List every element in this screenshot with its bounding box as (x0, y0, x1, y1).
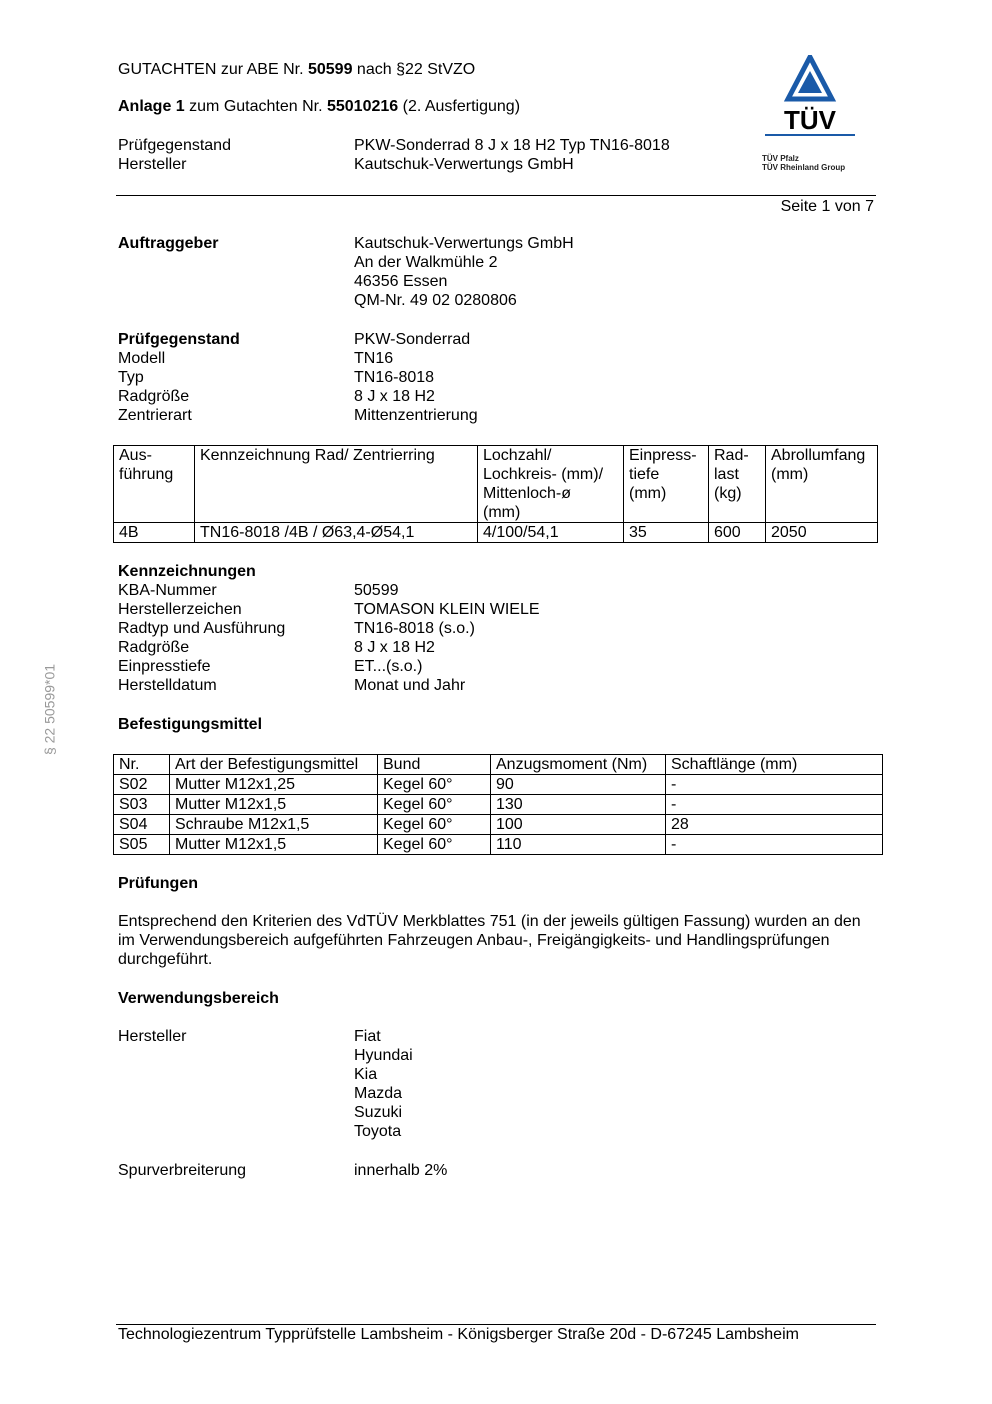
befestigung-table (113, 754, 883, 855)
table-header-cell: Schaftlänge (mm) (666, 755, 883, 775)
table-header-cell: Abrollumfang (mm) (766, 446, 878, 523)
table-header-cell: Einpress- tiefe (mm) (624, 446, 709, 523)
table-cell: 130 (491, 795, 666, 815)
list-item: Toyota (354, 1123, 402, 1140)
field-value: 8 J x 18 H2 (354, 639, 435, 656)
table-cell: TN16-8018 /4B / Ø63,4-Ø54,1 (195, 523, 478, 543)
header-hersteller-label: Hersteller (118, 156, 187, 173)
table-header-cell: Rad- last (kg) (709, 446, 766, 523)
field-value: TN16-8018 (s.o.) (354, 620, 475, 637)
tuv-logo-sub2: TÜV Rheinland Group (762, 163, 846, 172)
field-label: Radtyp und Ausführung (118, 620, 286, 637)
spur-value: innerhalb 2% (354, 1162, 448, 1179)
page-number: Seite 1 von 7 (780, 198, 874, 215)
tuv-logo (762, 55, 858, 173)
field-label: Herstelldatum (118, 677, 217, 694)
header-pruefgegenstand-label: Prüfgegenstand (118, 137, 231, 154)
table-cell: 2050 (766, 523, 878, 543)
field-value: Mittenzentrierung (354, 407, 478, 424)
table-cell: 4B (114, 523, 195, 543)
befestigung-title: Befestigungsmittel (118, 716, 263, 733)
header-hersteller-value: Kautschuk-Verwertungs GmbH (354, 156, 574, 173)
table-cell: Mutter M12x1,5 (170, 835, 378, 855)
pruefgegenstand-labels (118, 330, 240, 425)
table-cell: 28 (666, 815, 883, 835)
field-value: TOMASON KLEIN WIELE (354, 601, 540, 618)
list-item: Hyundai (354, 1047, 413, 1064)
pruefgegenstand-values (354, 330, 478, 425)
list-item: Kia (354, 1066, 378, 1083)
table-cell: Kegel 60° (378, 795, 491, 815)
tuv-logo-text: TÜV (784, 105, 836, 135)
table-cell: 90 (491, 775, 666, 795)
table-row (114, 523, 878, 543)
table-header-row (114, 446, 878, 523)
pruefungen-text: Entsprechend den Kriterien des VdTÜV Merkblattes 751 (in der jeweils gültigen Fassung) wurden an den im Verwendungsbereich aufgeführten Fahrzeugen Anbau-, Freigängigkeits- und Handlingsprüfungen durchgeführt. (118, 913, 861, 968)
table-cell: - (666, 775, 883, 795)
field-label: Einpresstiefe (118, 658, 211, 675)
table-header-cell: Aus- führung (114, 446, 195, 523)
field-value: PKW-Sonderrad (354, 331, 471, 348)
field-value: TN16 (354, 350, 394, 367)
table-row (114, 835, 883, 855)
field-label: Zentrierart (118, 407, 192, 424)
table-cell: - (666, 835, 883, 855)
header-line1-suffix: nach §22 StVZO (356, 61, 476, 78)
address-line: 46356 Essen (354, 273, 448, 290)
header-line2 (118, 97, 520, 116)
anlage-label: Anlage 1 (118, 98, 185, 115)
table-row (114, 815, 883, 835)
field-label: Typ (118, 369, 144, 386)
header-line2-middle: zum Gutachten Nr. (189, 98, 323, 115)
pruefgegenstand-title: Prüfgegenstand (118, 331, 240, 348)
table-header-cell: Lochzahl/ Lochkreis- (mm)/ Mittenloch-ø (mm) (478, 446, 624, 523)
auftraggeber-address (354, 234, 574, 310)
table-cell: S05 (114, 835, 170, 855)
table-header-cell: Art der Befestigungsmittel (170, 755, 378, 775)
table-cell: 100 (491, 815, 666, 835)
table-cell: Schraube M12x1,5 (170, 815, 378, 835)
table-cell: Mutter M12x1,5 (170, 795, 378, 815)
header-rule (116, 195, 876, 196)
gutachten-number: 55010216 (326, 98, 399, 115)
pruefungen-title: Prüfungen (118, 875, 198, 892)
tuv-triangle-icon (762, 55, 858, 137)
footer-text: Technologiezentrum Typprüfstelle Lambsheim - Königsberger Straße 20d - D-67245 Lambsheim (118, 1326, 799, 1343)
abe-number: 50599 (307, 61, 353, 78)
verwendung-hersteller-label: Hersteller (118, 1028, 187, 1045)
list-item: Mazda (354, 1085, 403, 1102)
field-label: Modell (118, 350, 166, 367)
table-cell: Mutter M12x1,25 (170, 775, 378, 795)
table-row (114, 795, 883, 815)
table-header-cell: Anzugsmoment (Nm) (491, 755, 666, 775)
table-cell: 600 (709, 523, 766, 543)
side-stamp: § 22 50599*01 (41, 663, 58, 756)
address-line: QM-Nr. 49 02 0280806 (354, 292, 517, 309)
spur-label: Spurverbreiterung (118, 1162, 247, 1179)
table-header-row (114, 755, 883, 775)
field-value: 8 J x 18 H2 (354, 388, 435, 405)
field-value: 50599 (354, 582, 399, 599)
list-item: Fiat (354, 1028, 381, 1045)
kennzeichnungen-values (354, 581, 540, 695)
field-label: KBA-Nummer (118, 582, 217, 599)
kennzeichnungen-labels (118, 562, 285, 695)
header-pruefgegenstand-value: PKW-Sonderrad 8 J x 18 H2 Typ TN16-8018 (354, 137, 670, 154)
table-cell: Kegel 60° (378, 815, 491, 835)
verwendungsbereich-title: Verwendungsbereich (118, 990, 279, 1007)
hersteller-list (354, 1027, 413, 1141)
field-value: ET...(s.o.) (354, 658, 423, 675)
list-item: Suzuki (354, 1104, 403, 1121)
header-line2-suffix: (2. Ausfertigung) (402, 98, 521, 115)
table-header-cell: Bund (378, 755, 491, 775)
field-value: Monat und Jahr (354, 677, 466, 694)
table-header-cell: Nr. (114, 755, 170, 775)
table-cell: - (666, 795, 883, 815)
table-cell: Kegel 60° (378, 775, 491, 795)
address-line: An der Walkmühle 2 (354, 254, 498, 271)
header-line1 (118, 60, 475, 79)
address-line: Kautschuk-Verwertungs GmbH (354, 235, 574, 252)
table-cell: Kegel 60° (378, 835, 491, 855)
table-cell: S04 (114, 815, 170, 835)
table-cell: 4/100/54,1 (478, 523, 624, 543)
field-value: TN16-8018 (354, 369, 435, 386)
kennzeichnungen-title: Kennzeichnungen (118, 563, 256, 580)
tuv-logo-sub1: TÜV Pfalz (762, 154, 799, 163)
rad-table (113, 445, 878, 543)
table-row (114, 775, 883, 795)
field-label: Herstellerzeichen (118, 601, 242, 618)
table-cell: 110 (491, 835, 666, 855)
table-header-cell: Kennzeichnung Rad/ Zentrierring (195, 446, 478, 523)
table-cell: S03 (114, 795, 170, 815)
header-line1-prefix: GUTACHTEN zur ABE Nr. (118, 61, 304, 78)
field-label: Radgröße (118, 639, 190, 656)
table-cell: 35 (624, 523, 709, 543)
table-cell: S02 (114, 775, 170, 795)
field-label: Radgröße (118, 388, 190, 405)
auftraggeber-label: Auftraggeber (118, 235, 219, 252)
